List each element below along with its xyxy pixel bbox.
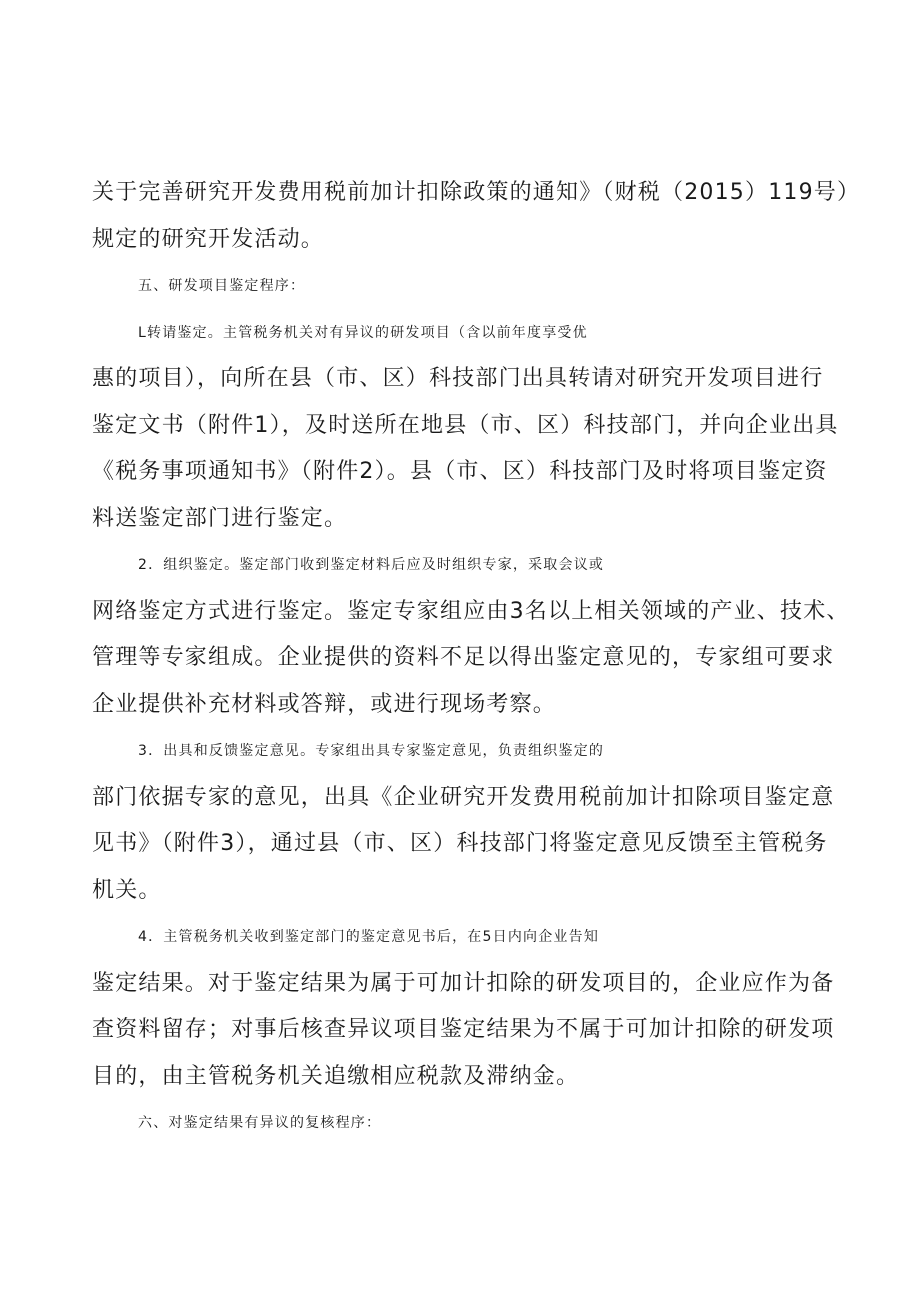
text-line: 见书》（附件3），通过县（市、区）科技部门将鉴定意见反馈至主管税务 [92,831,828,856]
body-text [92,170,862,1147]
text-line: 管理等专家组成。企业提供的资料不足以得出鉴定意见的，专家组可要求 [92,645,835,670]
text-line: 六、对鉴定结果有异议的复核程序： [138,1115,382,1131]
text-line: 3．出具和反馈鉴定意见。专家组出具专家鉴定意见，负责组织鉴定的 [138,743,605,759]
text-line: 部门依据专家的意见，出具《企业研究开发费用税前加计扣除项目鉴定意 [92,784,835,810]
text-line: L转请鉴定。主管税务机关对有异议的研发项目（含以前年度享受优 [138,324,588,341]
text-line: 关于完善研究开发费用税前加计扣除政策的通知》（财税（2015）119号） [92,180,861,205]
text-line: 机关。 [92,877,162,903]
text-line: 鉴定文书（附件1），及时送所在地县（市、区）科技部门，并向企业出具 [92,412,839,438]
text-line: 料送鉴定部门进行鉴定。 [92,505,348,531]
text-line: 2．组织鉴定。鉴定部门收到鉴定材料后应及时组织专家，采取会议或 [138,557,605,573]
text-line: 《税务事项通知书》（附件2）。县（市、区）科技部门及时将项目鉴定资 [92,459,828,484]
text-line: 查资料留存；对事后核查异议项目鉴定结果为不属于可加计扣除的研发项 [92,1017,835,1042]
text-line: 鉴定结果。对于鉴定结果为属于可加计扣除的研发项目的，企业应作为备 [92,970,835,996]
text-line: 网络鉴定方式进行鉴定。鉴定专家组应由3名以上相关领域的产业、技术、 [92,598,850,624]
text-line: 目的，由主管税务机关追缴相应税款及滞纳金。 [92,1063,580,1089]
text-line: 4．主管税务机关收到鉴定部门的鉴定意见书后，在5日内向企业告知 [138,929,600,945]
text-line: 惠的项目），向所在县（市、区）科技部门出具转请对研究开发项目进行 [92,366,824,391]
text-line: 规定的研究开发活动。 [92,226,325,252]
text-line: 五、研发项目鉴定程序： [138,278,306,294]
text-line: 企业提供补充材料或答辩，或进行现场考察。 [92,691,557,717]
